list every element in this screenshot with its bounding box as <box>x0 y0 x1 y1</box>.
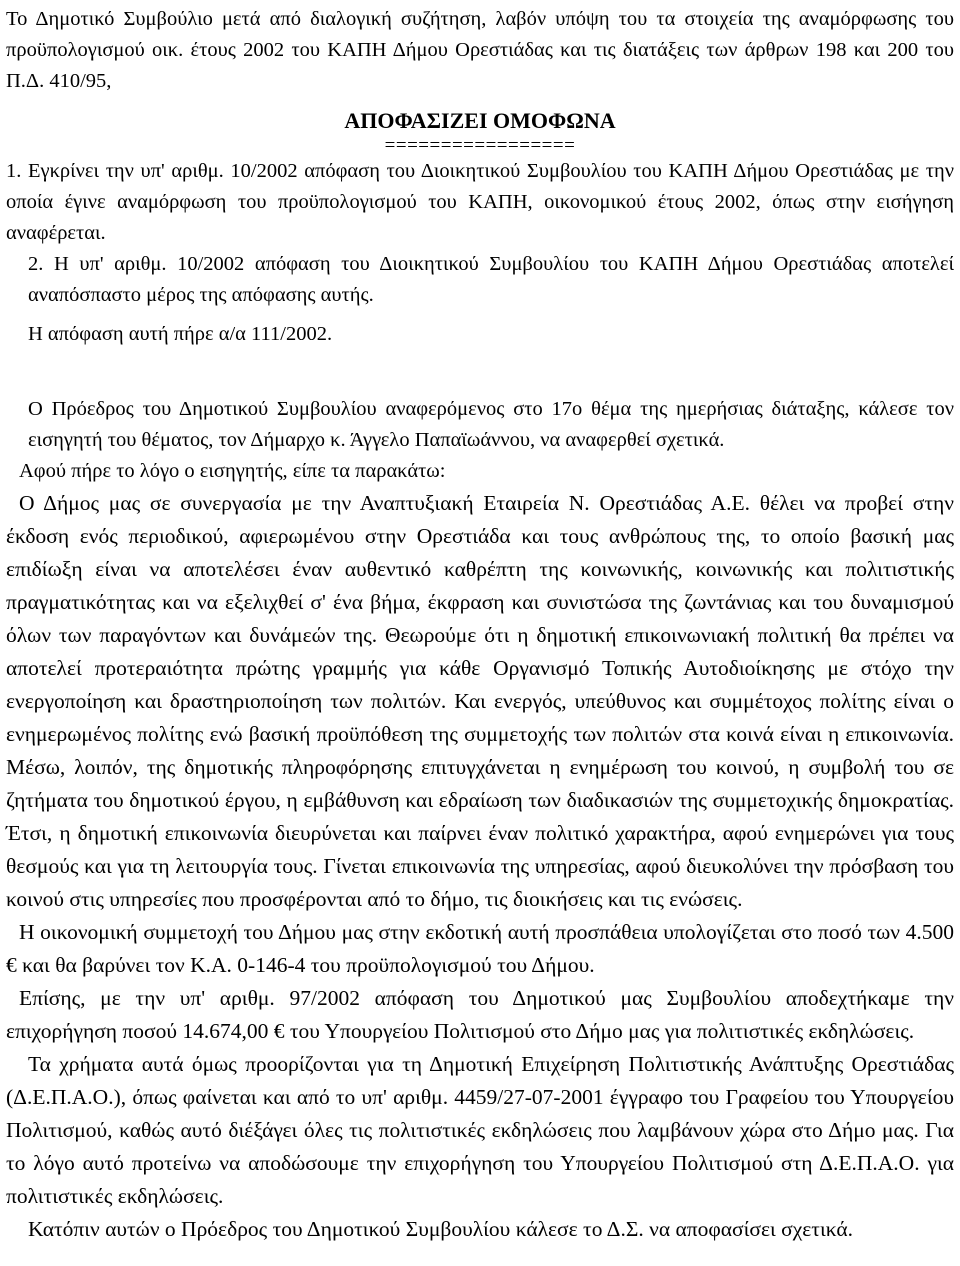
intro-paragraph: Το Δημοτικό Συμβούλιο μετά από διαλογική συζήτηση, λαβόν υπόψη του τα στοιχεία της αναμόρφωσης του προϋπολογισμού οικ. έτους 2002 του ΚΑΠΗ Δήμου Ορεστιάδας και τις διατάξεις των άρθρων 198 και 200 του Π.Δ. 410/95, <box>6 8 954 92</box>
decision-item-2: 2. Η υπ' αριθμ. 10/2002 απόφαση του Διοικητικού Συμβουλίου του ΚΑΠΗ Δήμου Ορεστιάδας αποτελεί αναπόσπαστο μέρος της απόφασης αυτής. <box>28 253 954 306</box>
heading-underline: ================= <box>384 135 576 156</box>
closing-paragraph: Κατόπιν αυτών ο Πρόεδρος του Δημοτικού Συμβουλίου κάλεσε το Δ.Σ. να αποφασίσει σχετικά. <box>28 1217 854 1241</box>
main-paragraph: Ο Δήμος μας σε συνεργασία με την Αναπτυξιακή Εταιρεία Ν. Ορεστιάδας Α.Ε. θέλει να προβεί στην έκδοση ενός περιοδικού, αφιερωμένου στην Ορεστιάδα και τους ανθρώπους της, το οποίο βασική μας επιδίωξη είναι να αποτελέσει έναν αυθεντικό καθρέπτη της κοινωνικής, κοινωνικής και πολιτιστικής πραγματικότητας και να εξελιχθεί σ' ένα βήμα, έκφραση και συνιστώσα της ζωντάνιας και του δυναμισμού όλων των παραγόντων και δυνάμεών της. Θεωρούμε ότι η δημοτική επικοινωνιακή πολιτική θα πρέπει να αποτελεί προτεραιότητα πρώτης γραμμής για κάθε Οργανισμό Τοπικής Αυτοδιοίκησης με στόχο την ενεργοποίηση και δραστηριοποίηση των πολιτών. Και ενεργός, υπεύθυνος και συμμέτοχος πολίτης είναι ο ενημερωμένος πολίτης ενώ βασική προϋπόθεση της συμμετοχής των πολιτών στα κοινά είναι η επικοινωνία. Μέσω, λοιπόν, της δημοτικής πληροφόρησης επιτυγχάνεται η ενημέρωση του κοινού, η συμβολή του σε ζητήματα του δημοτικού έργου, η εμβάθυνση και εδραίωση των διαδικασιών της συμμετοχικής δημοκρατίας. Έτσι, η δημοτική επικοινωνία διευρύνεται και παίρνει έναν πολιτικό χαρακτήρα, αφού ενημερώνει για τους θεσμούς και για τη λειτουργία τους. Γίνεται επικοινωνία της υπηρεσίας, αφού διευκολύνει την πρόσβαση του κοινού στις υπηρεσίες που προσφέρονται από το δήμο, τις διοικήσεις και τις ενώσεις. <box>6 491 954 911</box>
rapporteur-paragraph: Αφού πήρε το λόγο ο εισηγητής, είπε τα παρακάτω: <box>19 460 446 482</box>
president-paragraph: Ο Πρόεδρος του Δημοτικού Συμβουλίου αναφερόμενος στο 17ο θέμα της ημερήσιας διάταξης, κάλεσε τον εισηγητή του θέματος, τον Δήμαρχο κ. Άγγελο Παπαϊωάννου, να αναφερθεί σχετικά. <box>28 398 954 451</box>
decision-number: Η απόφαση αυτή πήρε α/α 111/2002. <box>28 323 333 345</box>
decision-heading: ΑΠΟΦΑΣΙΖΕΙ ΟΜΟΦΩΝΑ <box>344 108 616 133</box>
decision-item-1: 1. Εγκρίνει την υπ' αριθμ. 10/2002 απόφαση του Διοικητικού Συμβουλίου του ΚΑΠΗ Δήμου Ορεστιάδας με την οποία έγινε αναμόρφωση του προϋπολογισμού του ΚΑΠΗ, οικονομικού έτους 2002, όπως στην εισήγηση αναφέρεται. <box>6 160 954 244</box>
cost-paragraph: Η οικονομική συμμετοχή του Δήμου μας στην εκδοτική αυτή προσπάθεια υπολογίζεται στο ποσό των 4.500 € και θα βαρύνει τον Κ.Α. 0-146-4 του προϋπολογισμού του Δήμου. <box>6 920 954 977</box>
funds-paragraph: Τα χρήματα αυτά όμως προορίζονται για τη Δημοτική Επιχείρηση Πολιτιστικής Ανάπτυξης Ορεστιάδας (Δ.Ε.Π.Α.Ο.), όπως φαίνεται και από το υπ' αριθμ. 4459/27-07-2001 έγγραφο του Γραφείου του Υπουργείου Πολιτισμού, καθώς αυτό διέξάγει όλες τις πολιτιστικές εκδηλώσεις που λαμβάνουν χώρα στο Δήμο μας. Για το λόγο αυτό προτείνω να αποδώσουμε την επιχορήγηση του Υπουργείου Πολιτισμού στη Δ.Ε.Π.Α.Ο. για πολιτιστικές εκδηλώσεις. <box>6 1052 954 1208</box>
grant-paragraph: Επίσης, με την υπ' αριθμ. 97/2002 απόφαση του Δημοτικού μας Συμβουλίου αποδεχτήκαμε την επιχορήγηση ποσού 14.674,00 € του Υπουργείου Πολιτισμού στο Δήμο μας για πολιτιστικές εκδηλώσεις. <box>6 986 954 1043</box>
